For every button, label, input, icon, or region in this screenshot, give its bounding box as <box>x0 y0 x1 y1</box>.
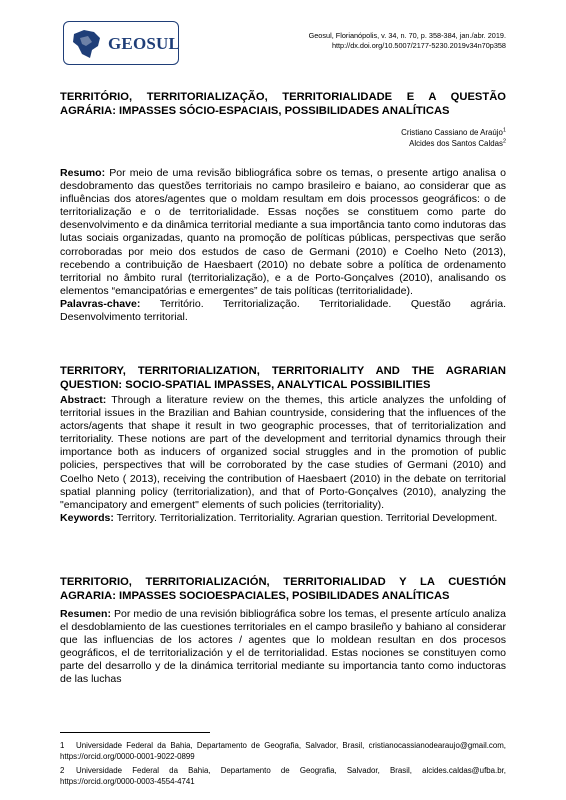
resumen-label: Resumen: <box>60 608 111 620</box>
title-english: TERRITORY, TERRITORIALIZATION, TERRITORIALITY AND THE AGRARIAN QUESTION: SOCIO-SPATIAL IMPASSES, ANALYTICAL POSSIBILITIES <box>60 365 506 391</box>
footnote-2 <box>60 766 506 787</box>
resumo-text: Por meio de uma revisão bibliográfica sobre os temas, o presente artigo analisa o desdobramento das questões territoriais no campo brasileiro e baiano, ao considerar que as influências dos atores/agentes que o moldam resultam em dois processos geográficos: o de territorialização e o de territorialidade. Essas noções se constituem como parte do desenvolvimento e da dinâmica territorial mediante a sua importância tanto como indutoras das lutas sociais organizadas, quanto na promoção de políticas públicas, perspectivas que serão corroboradas por meio dos estudos de caso de Germani (2010) e Coelho Neto (2013), recebendo a contribuição de Haesbaert (2010) no debate sobre a política de ordenamento territorial no âmbito rural (territorialização), e a de Porto-Gonçalves (2010), analisando os elementos “emancipatórias e emergentes” de tais políticas (territorialidade). <box>60 167 506 297</box>
keywords-label: Keywords: <box>60 511 114 524</box>
resumen-section <box>60 608 506 687</box>
abstract-text: Through a literature review on the themes, this article analyzes the unfolding of territorial issues in the Brazilian and Bahian countryside, considering that the influences of the actors/agents that shape it result in two geographic processes, that of territorialization and territoriality. These notions are part of the development and territorial dynamics through their importance both as inducers of organized social struggles and in the promotion of public policies, perspectives that will be corroborated by the case studies of Germani (2010) and Coelho Neto ( 2013), receiving the contribution of Haesbaert (2010) in the debate on territorial spatial planning policy (territorialization), and that of Porto-Gonçalves (2010), analyzing the "emancipatory and emergent" elements of such policies (territoriality). <box>60 394 506 511</box>
title-spanish: TERRITORIO, TERRITORIALIZACIÓN, TERRITORIALIDAD Y LA CUESTIÓN AGRARIA: IMPASSES SOCIOESPACIALES, POSIBILIDADES ANALÍTICAS <box>60 576 506 602</box>
title-portuguese: TERRITÓRIO, TERRITORIALIZAÇÃO, TERRITORIALIDADE E A QUESTÃO AGRÁRIA: IMPASSES SÓCIO-ESPACIAIS, POSSIBILIDADES ANALÍTICAS <box>60 91 506 117</box>
abstract-label: Abstract: <box>60 394 107 406</box>
resumo-section <box>60 167 506 324</box>
abstract-paragraph <box>60 394 506 512</box>
author-list <box>401 127 506 149</box>
resumen-text: Por medio de una revisión bibliográfica sobre los temas, el presente artículo analiza el desdoblamiento de las cuestiones territoriales en el campo brasileño y bahiano al considerar que las influencias de los actores / agentes que lo moldean resultan en dos procesos geográficos, el de territorialización y el de territorialidad. Estas nociones se constituyen como parte del desarrollo y de la dinámica territorial mediante su importancia tanto como inductoras de las luchas <box>60 608 506 686</box>
footnote-number: 2 <box>60 766 65 775</box>
resumo-paragraph <box>60 167 506 298</box>
palavras-label: Palavras-chave: <box>60 297 141 310</box>
author-1 <box>401 127 506 138</box>
author-name: Cristiano Cassiano de Araújo <box>401 128 503 137</box>
map-logo-icon <box>70 28 104 60</box>
palavras-chave <box>60 298 506 324</box>
author-2 <box>401 138 506 149</box>
footnote-1 <box>60 741 506 762</box>
footnote-divider <box>60 732 210 733</box>
keywords-text: Territory. Territorialization. Territoriality. Agrarian question. Territorial Development. <box>116 511 498 524</box>
citation-line: Geosul, Florianópolis, v. 34, n. 70, p. 358-384, jan./abr. 2019. <box>308 31 506 40</box>
palavras-text: Território. Territorialização. Territorialidade. Questão agrária. Desenvolvimento territorial. <box>60 297 507 324</box>
footnote-text: Universidade Federal da Bahia, Departamento de Geografia, Salvador, Brasil, cristianocassianodearaujo@gmail.com, https://orcid.org/0000-0001-9022-0899 <box>60 741 506 761</box>
footnote-number: 1 <box>60 741 65 750</box>
footnote-ref[interactable]: 1 <box>502 127 506 134</box>
journal-citation <box>309 31 506 50</box>
keywords <box>60 512 506 525</box>
resumen-paragraph <box>60 608 506 687</box>
doi-link[interactable]: http://dx.doi.org/10.5007/2177-5230.2019v34n70p358 <box>331 40 506 50</box>
author-name: Alcides dos Santos Caldas <box>409 139 503 148</box>
journal-logo <box>63 21 179 65</box>
footnote-text: Universidade Federal da Bahia, Departamento de Geografia, Salvador, Brasil, alcides.caldas@ufba.br, https://orcid.org/0000-0003-4554-4741 <box>60 766 506 786</box>
abstract-section <box>60 394 506 525</box>
footnote-ref[interactable]: 2 <box>502 138 506 145</box>
logo-text: GEOSUL <box>108 34 181 53</box>
resumo-label: Resumo: <box>60 167 106 179</box>
